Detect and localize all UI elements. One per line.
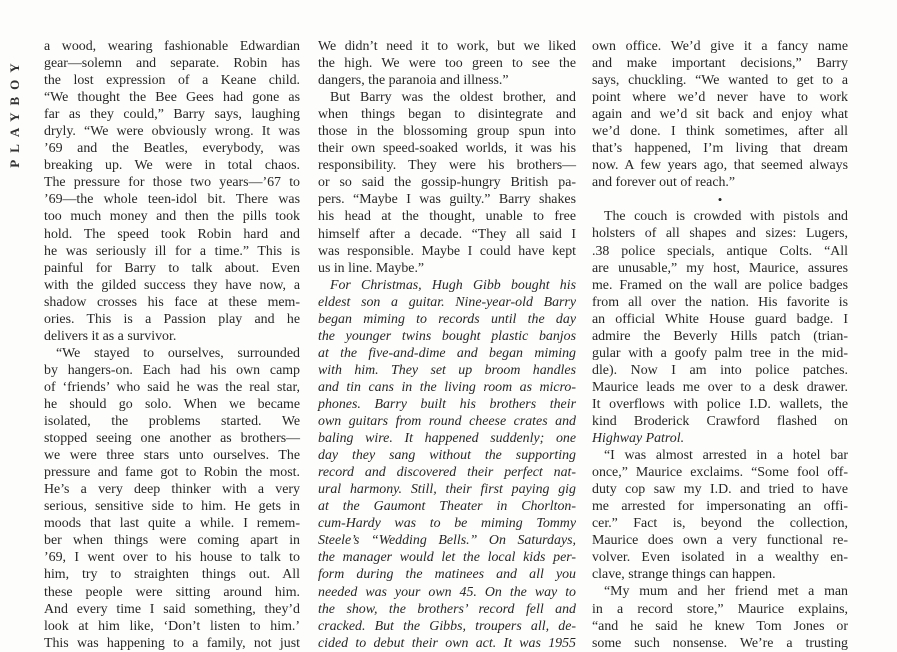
text-line: him, try to straighten things out. All [44, 567, 300, 583]
text-line: breaking up. We were in total chaos. [44, 158, 300, 174]
text-line: day they sang without the supporting [318, 448, 576, 464]
text-line: kind Broderick Crawford flashed on [592, 413, 848, 429]
article-column-1 [44, 38, 300, 652]
text-line: in a record store,” Maurice explains, [592, 601, 848, 617]
text-line: The pressure for those two years—’67 to [44, 175, 300, 191]
text-line: “I was almost arrested in a hotel bar [604, 448, 848, 464]
article-paragraph [592, 38, 848, 191]
article-column-2 [318, 38, 576, 652]
text-line: pressure and fame got to Robin the most. [44, 465, 300, 481]
text-line: began miming to records until the day [318, 311, 576, 327]
text-line: For Christmas, Hugh Gibb bought his [330, 277, 576, 293]
text-line: needed was your own 45. On the way to [318, 584, 576, 600]
article-column-3 [592, 38, 848, 652]
text-line: me. Framed on the wall are police badges [592, 277, 848, 293]
text-line: was responsible. Maybe I could have kept [318, 243, 576, 259]
text-line: and make important decisions,” Barry [592, 56, 848, 72]
text-line: form during the matinees and all you [318, 567, 576, 583]
text-line: from all over the nation. His favorite is [592, 294, 848, 310]
text-line: he should go solo. When we became [44, 396, 300, 412]
text-line: his head at the thought, unable to free [318, 209, 576, 225]
text-line: the younger twins bought plastic banjos [318, 328, 576, 344]
text-line: look at him like, ‘Don’t listen to him.’ [44, 618, 300, 634]
article-paragraph [318, 277, 576, 652]
text-line: delivers it as a survivor. [44, 328, 177, 344]
magazine-folio [4, 42, 26, 182]
text-line: “We stayed to ourselves, surrounded [56, 345, 300, 361]
text-line: these people were sitting around him. [44, 584, 300, 600]
text-line: gear—solemn and separate. Robin has [44, 56, 300, 72]
text-line: ’69 and the Beatles, everybody, was [44, 141, 300, 157]
text-line: we’d done. I think sometimes, after all [592, 124, 848, 140]
folio-text: PLAYBOY [7, 56, 22, 168]
section-break-bullet: • [717, 192, 723, 208]
text-line: “We thought the Bee Gees had gone as [44, 90, 300, 106]
text-line: “and he said he knew Tom Jones or [592, 618, 848, 634]
text-line: those in the blossoming group spun into [318, 124, 576, 140]
text-line: own guitars from round cheese crates and [318, 414, 576, 430]
text-line: This was happening to a family, not just [44, 635, 300, 651]
text-line: far as they could,” Barry says, laughing [44, 107, 300, 123]
text-line: of ‘friends’ who said he was the real star, [44, 379, 300, 395]
text-line: serious, sensitive side to him. He gets in [44, 499, 300, 515]
text-line: by hangers-on. Each had his own camp [44, 362, 300, 378]
text-line: too much money and then the pills took [44, 209, 300, 225]
text-line: hold. The speed took Robin hard and [44, 226, 300, 242]
text-line: when things began to disintegrate and [318, 107, 576, 123]
text-line: the manager would let the local kids per- [318, 550, 576, 566]
text-line: Maurice leads me over to a desk drawer. [592, 379, 848, 395]
text-line: cer.” Fact is, beyond the collection, [592, 516, 848, 532]
text-line: It overflows with police I.D. wallets, the [592, 396, 848, 412]
text-line: me arrested for impersonating an offi- [592, 499, 848, 515]
text-line: Steele’s “Wedding Bells.” On Saturdays, [318, 533, 576, 549]
text-line: cracked. But the Gibbs, troupers all, de- [318, 618, 576, 634]
text-line: at the five-and-dime and began miming [318, 345, 576, 361]
text-line: with him. They set up broom handles [318, 362, 576, 378]
text-line: are unusable,” my host, Maurice, assures [592, 260, 848, 276]
text-line: says, chuckling. “We wanted to get to a [592, 73, 848, 89]
text-line: But Barry was the oldest brother, and [330, 90, 576, 106]
text-line: holsters of all shapes and sizes: Lugers, [592, 226, 848, 242]
text-line: clave, strange things can happen. [592, 567, 776, 583]
text-line: point where we’d never have to work [592, 90, 848, 106]
text-line: We didn’t need it to work, but we liked [318, 39, 576, 54]
text-line: He’s a very deep thinker with a very [44, 482, 300, 498]
text-line: the show, the brothers’ record fell and [318, 601, 576, 617]
article-paragraph [318, 89, 576, 277]
text-line: and forever out of reach.” [592, 175, 736, 191]
text-line: ural harmony. Still, their first paying gig [318, 482, 576, 498]
text-line: now. A few years ago, that seemed always [592, 158, 848, 174]
text-line: that’s happened, I’m living that dream [592, 141, 848, 157]
text-line: us in line. Maybe.” [318, 260, 425, 276]
text-line: record and discovered their perfect nat- [318, 465, 576, 481]
text-line: or so said the gossip-hungry British pa- [318, 175, 576, 191]
text-line: the lost expression of a Keane child. [44, 73, 300, 89]
text-line: phones. Barry built his brothers their [318, 396, 576, 412]
text-line: baling wire. It happened suddenly; one [318, 431, 576, 447]
text-line: their own speed-soaked worlds, it was his [318, 141, 576, 157]
article-paragraph [592, 208, 848, 447]
text-line: “My mum and her friend met a man [604, 584, 848, 600]
text-line: eldest son a guitar. Nine-year-old Barry [318, 294, 576, 310]
text-line: responsibility. They were his brothers— [318, 158, 576, 174]
text-line: dle). Now I am into police patches. [592, 362, 848, 378]
text-line: cided to debut their own act. It was 1955 [318, 635, 576, 651]
text-line: And every time I said something, they’d [44, 601, 300, 617]
text-line: gular with a goofy palm tree in the mid- [592, 345, 848, 361]
text-line: an official White House guard badge. I [592, 311, 848, 327]
text-line: dangers, the paranoia and illness.” [318, 73, 509, 89]
text-line: ’69, I went over to his house to talk to [44, 550, 300, 566]
text-line: Highway Patrol. [592, 431, 685, 447]
text-line: he was seriously ill for a time.” This is [44, 243, 300, 259]
text-line: painful for Barry to talk about. Even [44, 260, 300, 276]
text-line: once,” Maurice exclaims. “Some fool off- [592, 465, 848, 481]
text-line: .38 police specials, antique Colts. “All [592, 243, 848, 259]
text-line: Maurice does own a very functional re- [592, 533, 848, 549]
article-paragraph [318, 38, 576, 89]
text-line: admire the Beverly Hills patch (trian- [592, 328, 848, 344]
text-line: a wood, wearing fashionable Edwardian [44, 39, 300, 54]
text-line: cum-Hardy was to be miming Tommy [318, 516, 576, 532]
text-line: shadow crosses his face at these mem- [44, 294, 300, 310]
text-line: ories. This is a Passion play and he [44, 311, 300, 327]
text-line: we were three stars unto ourselves. The [44, 448, 300, 464]
text-line: The couch is crowded with pistols and [604, 209, 848, 225]
text-line: moods that last quite a while. I remem- [44, 516, 300, 532]
text-line: duty cop saw my I.D. and tried to have [592, 482, 848, 498]
text-line: own office. We’d give it a fancy name [592, 39, 848, 54]
text-line: ber when things were coming apart in [44, 533, 300, 549]
text-line: some such nonsense. We’re a trusting [592, 635, 848, 651]
text-line: dryly. “We were obviously wrong. It was [44, 124, 300, 140]
text-line: the high. We were too green to see the [318, 56, 576, 72]
article-paragraph [44, 345, 300, 652]
text-line: at the Gaumont Theater in Chorlton- [318, 499, 576, 515]
article-paragraph [592, 583, 848, 651]
text-line: volver. Even isolated in a wealthy en- [592, 550, 848, 566]
text-line: ’69—the whole teen-idol bit. There was [44, 192, 300, 208]
article-paragraph [44, 38, 300, 345]
text-line: pers. “Maybe I was guilty.” Barry shakes [318, 192, 576, 208]
text-line: himself after a decade. “They all said I [318, 226, 576, 242]
text-line: isolated, the problems started. We [44, 414, 300, 430]
text-line: stopped seeing one another as brothers— [44, 431, 300, 447]
article-paragraph [592, 447, 848, 583]
text-line: and tin cans in the living room as micro- [318, 379, 576, 395]
text-line: with the gilded success they have now, a [44, 277, 300, 293]
text-line: again and we’d sit back and enjoy what [592, 107, 848, 123]
